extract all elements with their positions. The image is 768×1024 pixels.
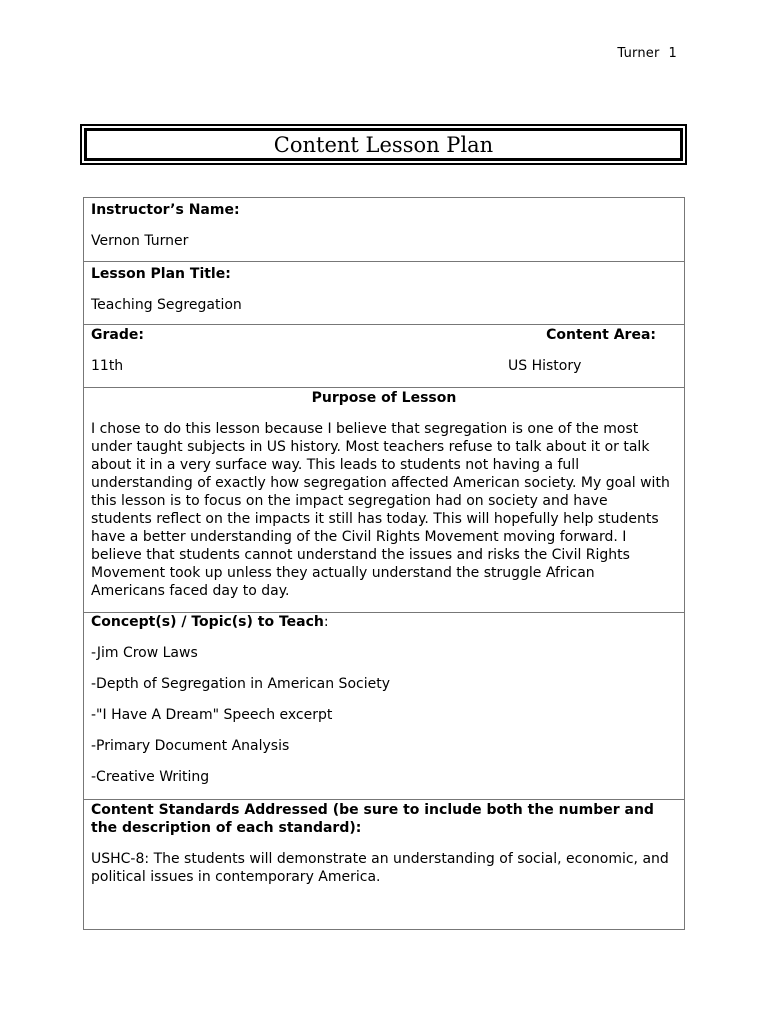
page-header [617, 46, 677, 61]
lesson-plan-table [83, 197, 685, 930]
concepts-label-suffix: : [323, 614, 329, 630]
purpose-label: Purpose of Lesson [311, 390, 457, 406]
header-page-number: 1 [668, 46, 677, 61]
concepts-row [84, 612, 684, 799]
lesson-title-label: Lesson Plan Title: [91, 266, 231, 282]
list-item: -Jim Crow Laws [91, 645, 198, 661]
content-area-label: Content Area: [546, 327, 656, 343]
standards-label: Content Standards Addressed (be sure to include both the number and the description of each standard): [91, 802, 654, 836]
lesson-title-value: Teaching Segregation [91, 297, 242, 313]
header-author: Turner [617, 46, 660, 61]
content-area-value: US History [508, 358, 582, 374]
list-item: -"I Have A Dream" Speech excerpt [91, 707, 333, 723]
instructor-label: Instructor’s Name: [91, 202, 240, 218]
list-item: -Primary Document Analysis [91, 738, 290, 754]
purpose-text: I chose to do this lesson because I believe that segregation is one of the most under taught subjects in US history. Most teachers refuse to talk about it or talk about it in a very surface way. This leads to students not having a full understanding of exactly how segregation affected American society. My goal with this lesson is to focus on the impact segregation had on society and have students reflect on the impacts it still has today. This will hopefully help students have a better understanding of the Civil Rights Movement moving forward. I believe that students cannot understand the issues and risks the Civil Rights Movement took up unless they actually understand the struggle African Americans faced day to day. [91, 421, 670, 599]
instructor-value: Vernon Turner [91, 233, 189, 249]
standards-row [84, 799, 684, 929]
instructor-row [84, 198, 684, 261]
concepts-label: Concept(s) / Topic(s) to Teach [91, 614, 324, 630]
title-box [80, 124, 687, 165]
document-title: Content Lesson Plan [84, 128, 683, 161]
concepts-heading [91, 613, 677, 631]
lesson-title-row [84, 261, 684, 324]
purpose-row [84, 387, 684, 612]
list-item: -Depth of Segregation in American Society [91, 676, 390, 692]
grade-row [84, 324, 684, 387]
grade-value: 11th [91, 358, 124, 374]
standards-text: USHC-8: The students will demonstrate an understanding of social, economic, and political issues in contemporary America. [91, 851, 669, 885]
list-item: -Creative Writing [91, 769, 210, 785]
grade-label: Grade: [91, 327, 144, 343]
